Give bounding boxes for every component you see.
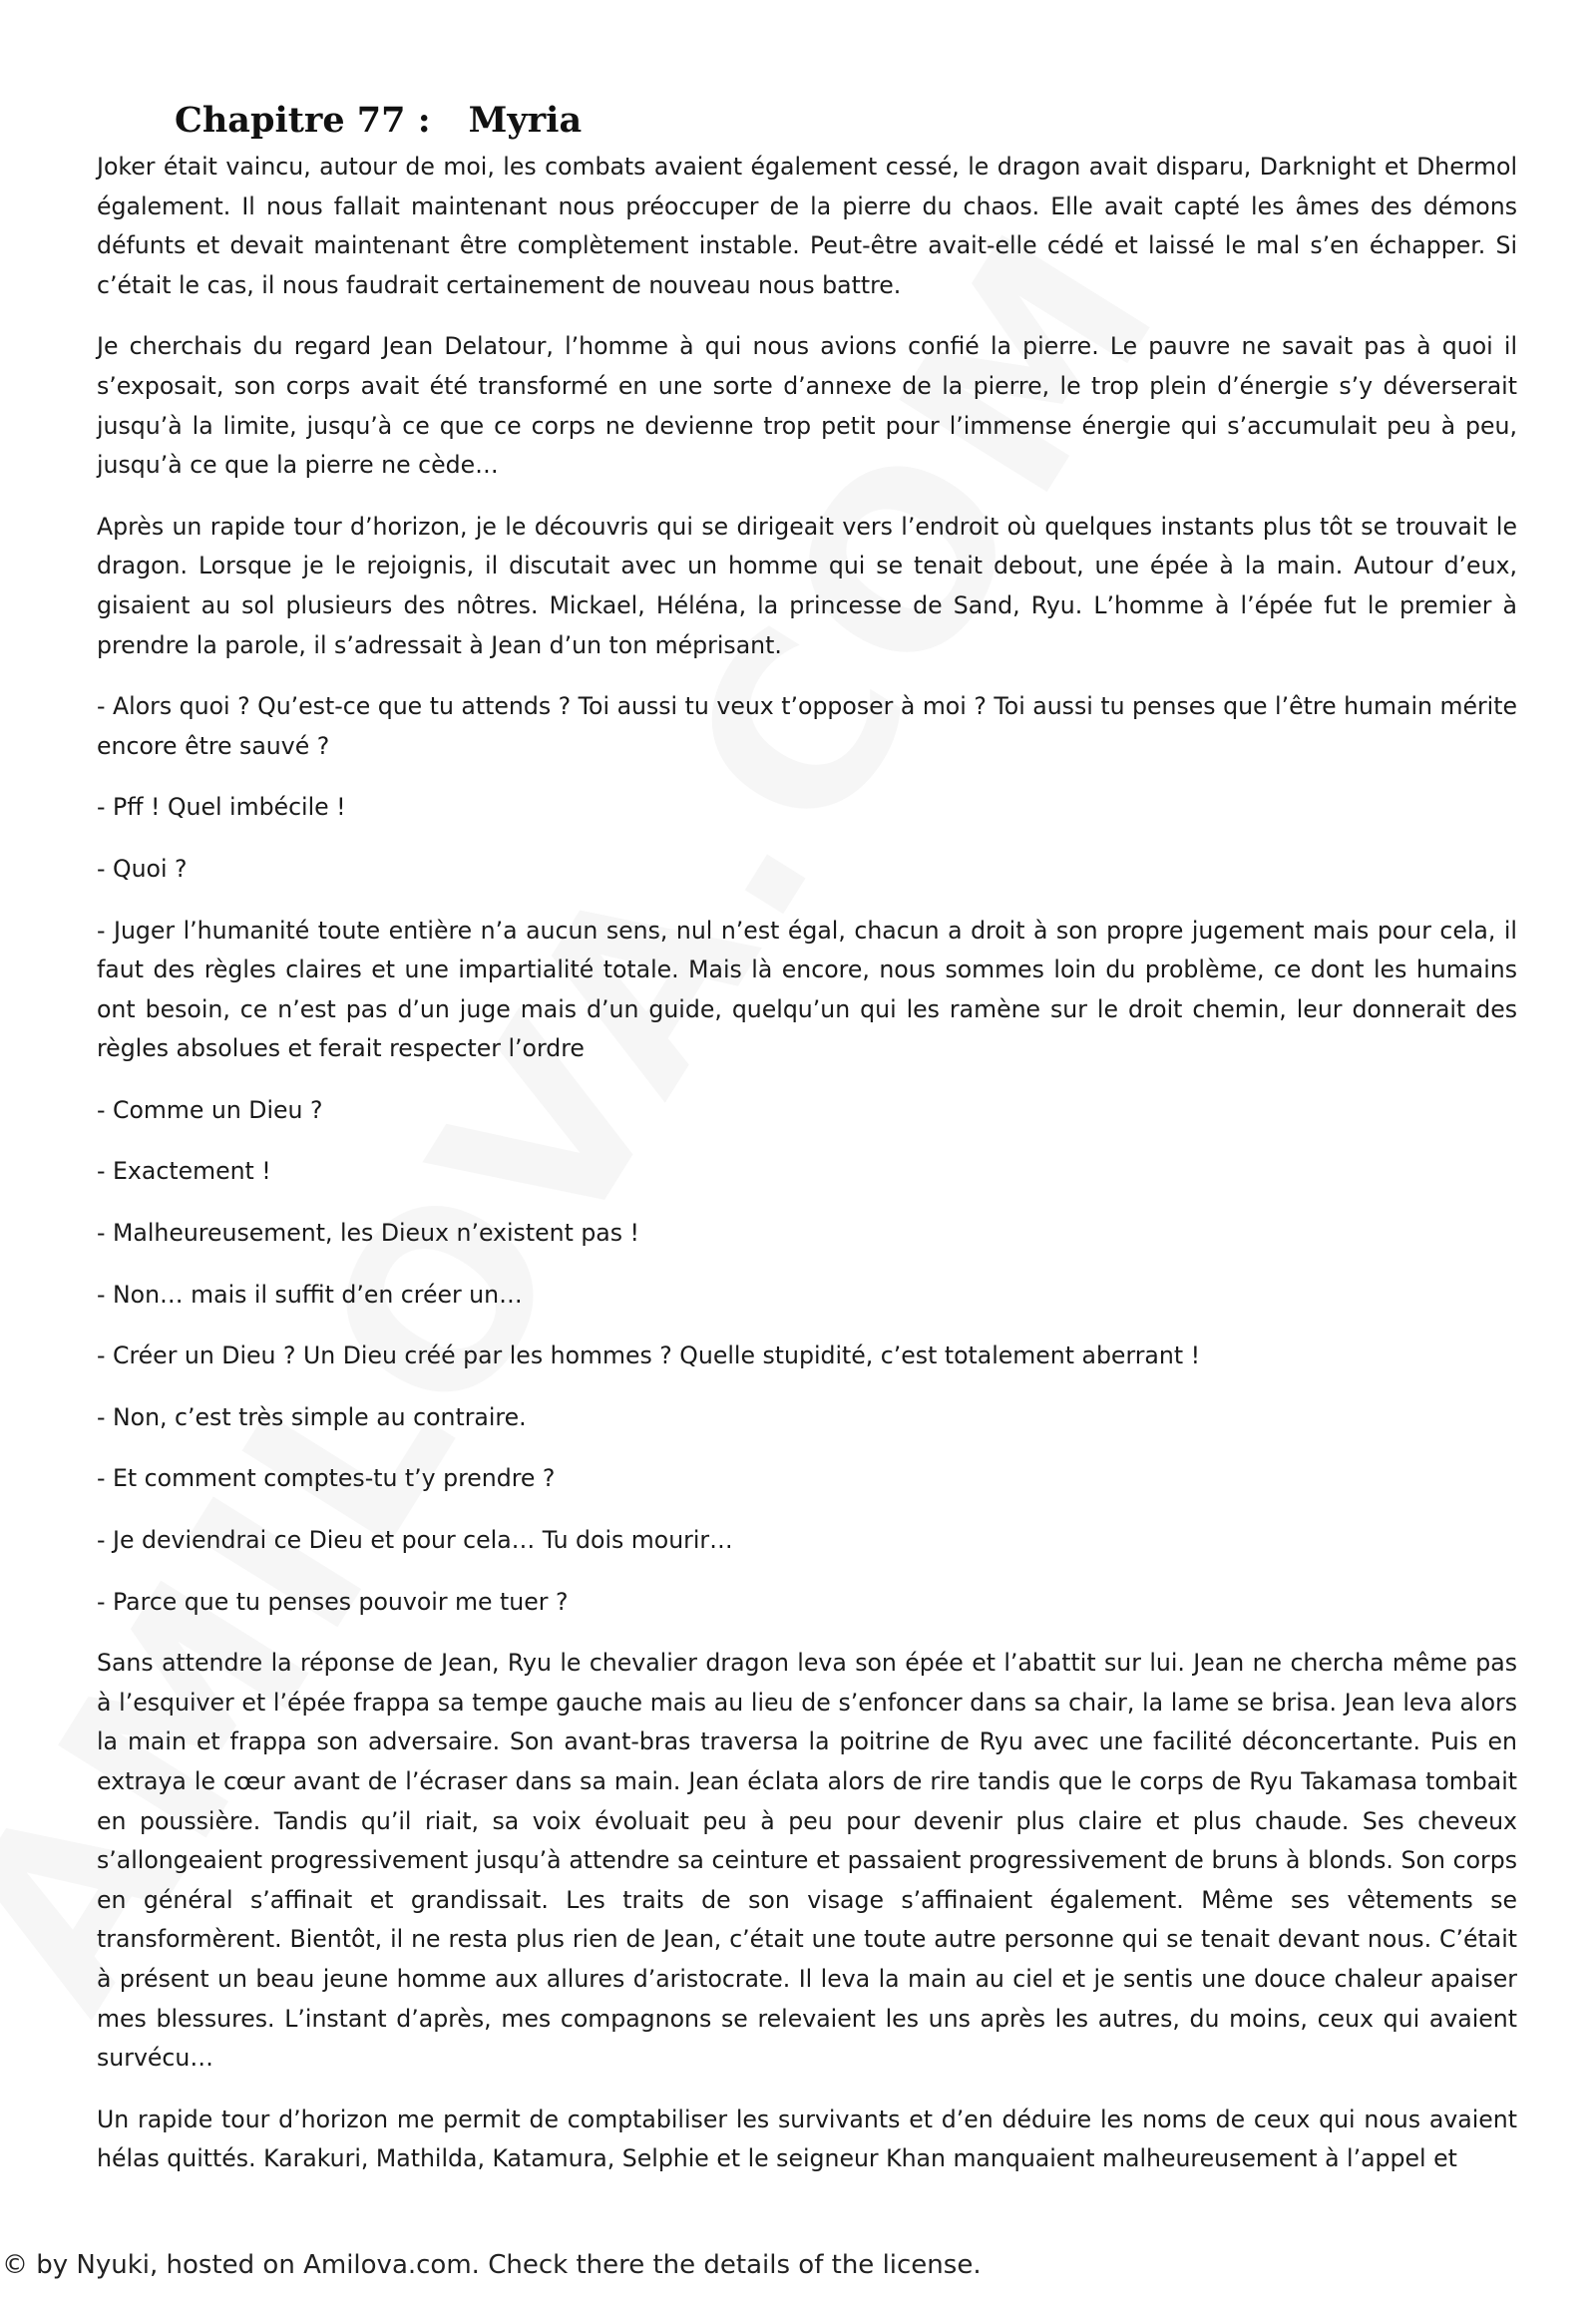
paragraph: Sans attendre la réponse de Jean, Ryu le chevalier dragon leva son épée et l’abattit sur lui. Jean ne chercha même pas à l’esquiver et l’épée frappa sa tempe gauche mais au lieu de s’enfoncer dans sa chair, la lame se brisa. Jean leva alors la main et frappa son adversaire. Son avant-bras traversa la poitrine de Ryu avec une facilité déconcertante. Puis en extraya le cœur avant de l’écraser dans sa main. Jean éclata alors de rire tandis que le corps de Ryu Takamasa tombait en poussière. Tandis qu’il riait, sa voix évoluait peu à peu pour devenir plus claire et plus chaude. Ses cheveux s’allongeaient progressivement jusqu’à attendre sa ceinture et passaient progressivement de bruns à blonds. Son corps en général s’affinait et grandissait. Les traits de son visage s’affinaient également. Même ses vêtements se transformèrent. Bientôt, il ne resta plus rien de Jean, c’était une toute autre personne qui se tenait devant nous. C’était à présent un beau jeune homme aux allures d’aristocrate. Il leva la main au ciel et je sentis une douce chaleur apaiser mes blessures. L’instant d’après, mes compagnons se relevaient les uns après les autres, du moins, ceux qui avaient survécu…: [97, 1649, 1517, 2073]
dialogue-line: - Juger l’humanité toute entière n’a aucun sens, nul n’est égal, chacun a droit à son propre jugement mais pour cela, il faut des règles claires et une impartialité totale. Mais là encore, nous sommes loin du problème, ce dont les humains ont besoin, ce n’est pas d’un juge mais d’un guide, quelqu’un qui les ramène sur le droit chemin, leur donnerait des règles absolues et ferait respecter l’ordre: [97, 916, 1517, 1063]
dialogue-line: - Parce que tu penses pouvoir me tuer ?: [97, 1587, 569, 1616]
chapter-number: Chapitre 77 :: [175, 100, 431, 141]
license-footer: © by Nyuki, hosted on Amilova.com. Check there the details of the license.: [2, 2250, 982, 2280]
chapter-title: [175, 98, 1517, 144]
paragraph: Un rapide tour d’horizon me permit de comptabiliser les survivants et d’en déduire les noms de ceux qui nous avaient hélas quittés. Karakuri, Mathilda, Katamura, Selphie et le seigneur Khan manquaient malheureusement à l’appel et: [97, 2105, 1517, 2173]
dialogue-line: - Non, c’est très simple au contraire.: [97, 1402, 527, 1431]
document-page: [97, 98, 1517, 2201]
dialogue-line: - Je deviendrai ce Dieu et pour cela… Tu dois mourir…: [97, 1526, 733, 1555]
paragraph: Après un rapide tour d’horizon, je le découvris qui se dirigeait vers l’endroit où quelques instants plus tôt se trouvait le dragon. Lorsque je le rejoignis, il discutait avec un homme qui se tenait debout, une épée à la main. Autour d’eux, gisaient au sol plusieurs des nôtres. Mickael, Héléna, la princesse de Sand, Ryu. L’homme à l’épée fut le premier à prendre la parole, il s’adressait à Jean d’un ton méprisant.: [97, 512, 1517, 659]
dialogue-line: - Exactement !: [97, 1157, 271, 1186]
dialogue-line: - Alors quoi ? Qu’est-ce que tu attends ? Toi aussi tu veux t’opposer à moi ? Toi aussi tu penses que l’être humain mérite encore être sauvé ?: [97, 692, 1517, 760]
dialogue-line: - Pff ! Quel imbécile !: [97, 793, 346, 822]
dialogue-line: - Non… mais il suffit d’en créer un…: [97, 1280, 523, 1309]
paragraph: Je cherchais du regard Jean Delatour, l’homme à qui nous avions confié la pierre. Le pauvre ne savait pas à quoi il s’exposait, son corps avait été transformé en une sorte d’annexe de la pierre, le trop plein d’énergie s’y déverserait jusqu’à la limite, jusqu’à ce que ce corps ne devienne trop petit pour l’immense énergie qui s’accumulait peu à peu, jusqu’à ce que la pierre ne cède…: [97, 332, 1517, 480]
dialogue-line: - Quoi ?: [97, 854, 188, 883]
dialogue-line: - Créer un Dieu ? Un Dieu créé par les hommes ? Quelle stupidité, c’est totalement aberrant !: [97, 1341, 1201, 1370]
paragraph: Joker était vaincu, autour de moi, les combats avaient également cessé, le dragon avait disparu, Darknight et Dhermol également. Il nous fallait maintenant nous préoccuper de la pierre du chaos. Elle avait capté les âmes des démons défunts et devait maintenant être complètement instable. Peut-être avait-elle cédé et laissé le mal s’en échapper. Si c’était le cas, il nous faudrait certainement de nouveau nous battre.: [97, 153, 1517, 299]
dialogue-line: - Et comment comptes-tu t’y prendre ?: [97, 1464, 556, 1493]
dialogue-line: - Comme un Dieu ?: [97, 1095, 323, 1124]
dialogue-line: - Malheureusement, les Dieux n’existent pas !: [97, 1219, 640, 1248]
chapter-name: Myria: [468, 100, 583, 141]
